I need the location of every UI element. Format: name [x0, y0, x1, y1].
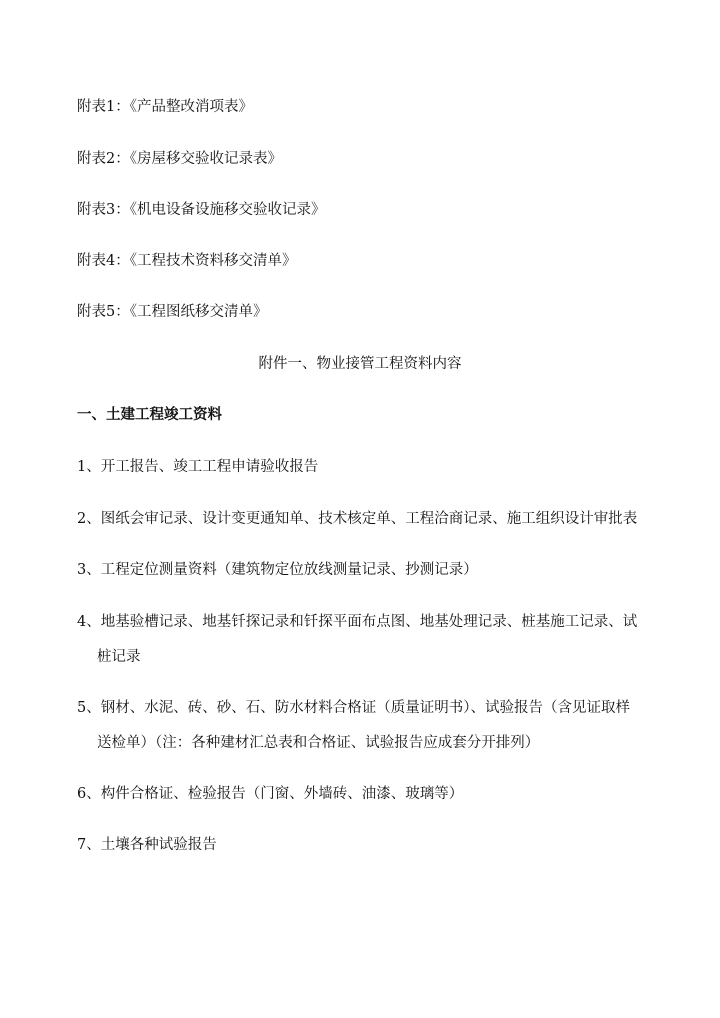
- list-item-4-continuation: 桩记录: [97, 649, 141, 665]
- list-item-3: 3、工程定位测量资料（建筑物定位放线测量记录、抄测记录）: [77, 562, 478, 578]
- appendix-table-3: 附表3：《机电设备设施移交验收记录》: [77, 202, 326, 218]
- list-item-7: 7、土壤各种试验报告: [77, 837, 217, 853]
- list-item-6: 6、构件合格证、检验报告（门窗、外墙砖、油漆、玻璃等）: [77, 786, 464, 802]
- appendix-table-5: 附表5：《工程图纸移交清单》: [77, 304, 268, 320]
- list-item-5: 5、钢材、水泥、砖、砂、石、防水材料合格证（质量证明书）、试验报告（含见证取样: [77, 700, 630, 716]
- appendix-table-2: 附表2：《房屋移交验收记录表》: [77, 151, 282, 167]
- appendix-table-4: 附表4：《工程技术资料移交清单》: [77, 253, 297, 269]
- list-item-4: 4、地基验槽记录、地基钎探记录和钎探平面布点图、地基处理记录、桩基施工记录、试: [77, 614, 638, 630]
- section-heading: 一、土建工程竣工资料: [77, 406, 222, 423]
- appendix-table-1: 附表1：《产品整改消项表》: [77, 99, 253, 115]
- attachment-title: 附件一、物业接管工程资料内容: [258, 356, 462, 372]
- list-item-5-continuation: 送检单）（注：各种建材汇总表和合格证、试验报告应成套分开排列）: [97, 735, 540, 751]
- list-item-1: 1、开工报告、竣工工程申请验收报告: [77, 459, 319, 475]
- list-item-2: 2、图纸会审记录、设计变更通知单、技术核定单、工程洽商记录、施工组织设计审批表: [77, 511, 638, 527]
